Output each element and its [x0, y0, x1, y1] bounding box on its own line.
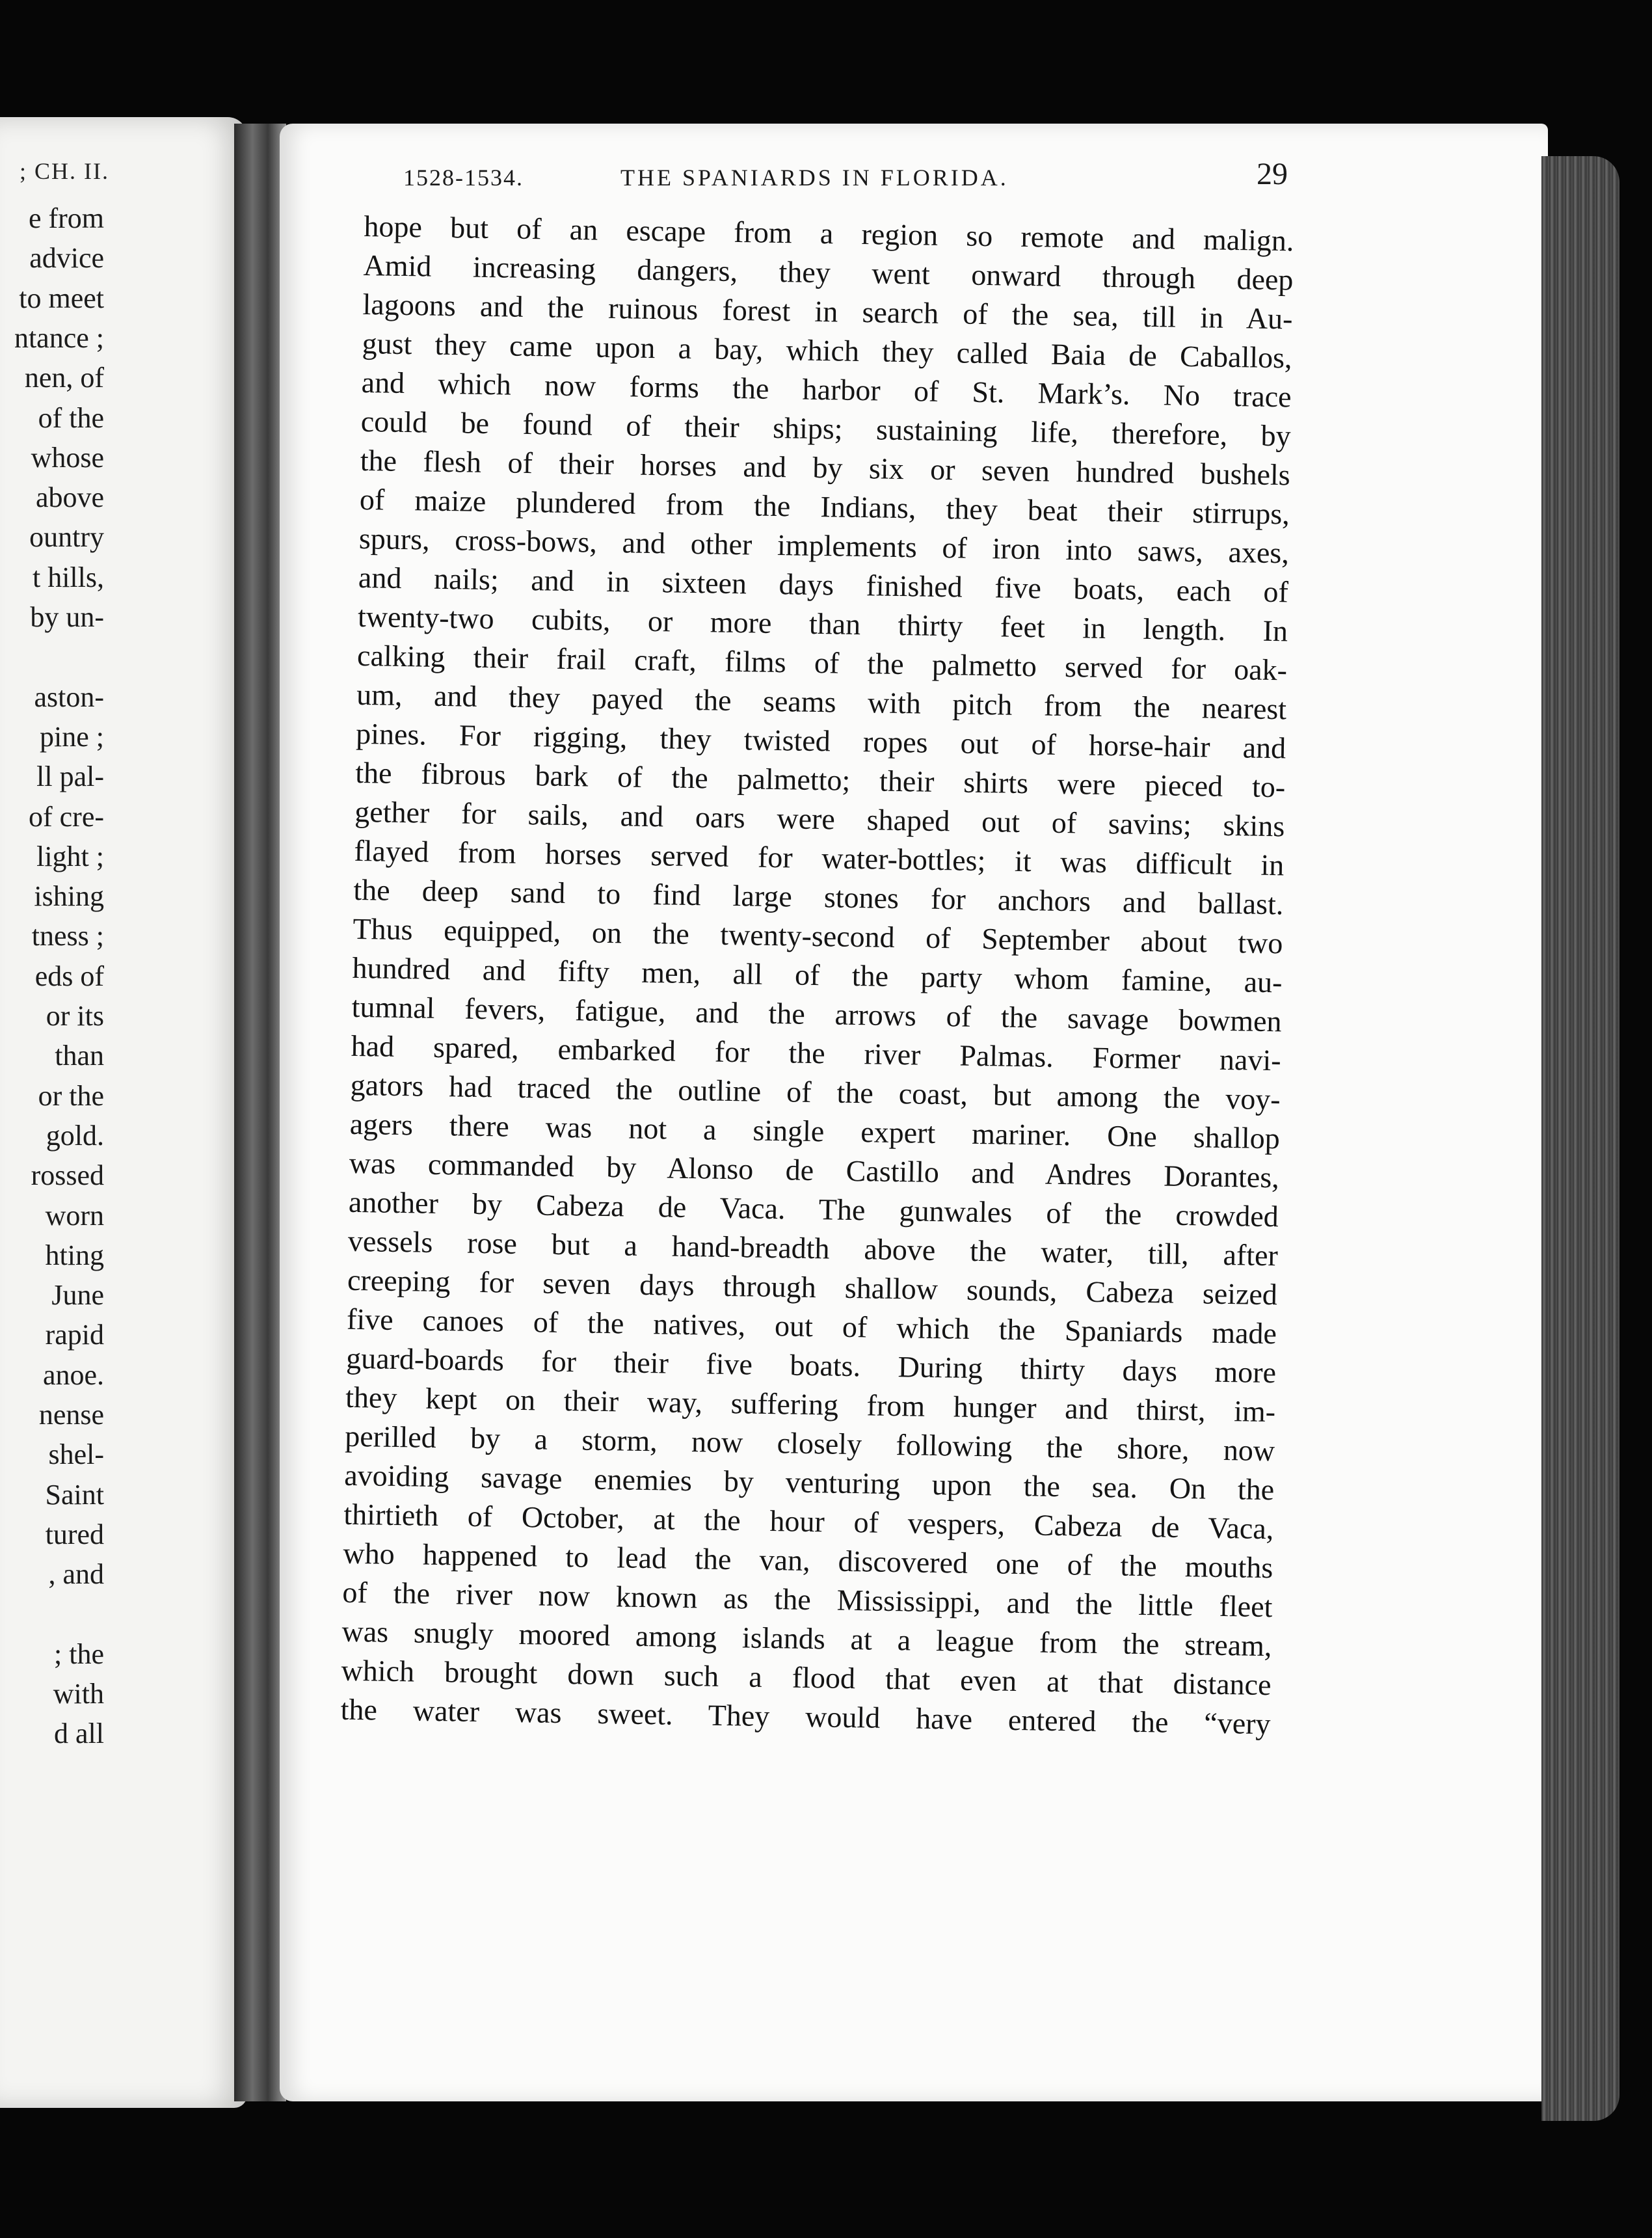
left-text-line: anoe. [42, 1358, 104, 1391]
running-title: THE SPANIARDS IN FLORIDA. [620, 165, 1009, 191]
text-line: Thus equipped, on the twenty-second of September about two [353, 911, 1283, 960]
left-text-line: above [35, 481, 104, 514]
text-line: the water was sweet. They would have entered the “very [340, 1692, 1271, 1741]
left-text-line: nense [38, 1399, 104, 1431]
left-text-line: rapid [45, 1319, 104, 1351]
left-text-line: of the [38, 401, 104, 434]
text-line: tumnal fevers, fatigue, and the arrows of the savage bowmen [351, 990, 1282, 1038]
text-line: hope but of an escape from a region so remote and malign. [364, 209, 1294, 258]
left-text-line: hting [45, 1239, 104, 1271]
page-number: 29 [1257, 157, 1288, 191]
text-line: thirtieth of October, at the hour of vespers, Cabeza de Vaca, [343, 1497, 1274, 1546]
text-line: gust they came upon a bay, which they called Baia de Caballos, [362, 326, 1292, 375]
text-line: another by Cabeza de Vaca. The gunwales of the crowded [348, 1185, 1279, 1234]
text-line: was commanded by Alonso de Castillo and Andres Dorantes, [349, 1146, 1280, 1194]
text-line: of the river now known as the Mississippi, and the little fleet [342, 1575, 1273, 1624]
text-line: calking their frail craft, films of the palmetto served for oak- [356, 638, 1288, 687]
left-text-line: nen, of [24, 362, 104, 394]
left-text-line: rossed [31, 1159, 104, 1192]
left-text-line: pine ; [40, 720, 104, 753]
left-text-line: whose [31, 441, 104, 474]
left-text-line: t hills, [32, 561, 104, 593]
text-line: and nails; and in sixteen days finished five boats, each of [358, 560, 1289, 609]
left-text-line: ountry [29, 521, 104, 554]
left-text-line: ntance ; [14, 321, 104, 354]
text-line: the deep sand to find large stones for anchors and ballast. [353, 872, 1284, 921]
text-line: avoiding savage enemies by venturing upon the sea. On the [343, 1458, 1275, 1507]
text-line: hundred and fifty men, all of the party whom famine, au- [352, 950, 1283, 999]
left-page [0, 117, 247, 2108]
header-years: 1528-1534. [403, 165, 524, 191]
text-line: which brought down such a flood that even at that distance [341, 1653, 1272, 1702]
left-running-header: ; CH. II. [20, 158, 109, 184]
text-line: could be found of their ships; sustaining life, therefore, by [360, 404, 1292, 453]
text-line: had spared, embarked for the river Palmas. Former navi- [351, 1029, 1281, 1077]
left-text-line: gold. [46, 1119, 104, 1152]
left-text-line: June [51, 1279, 104, 1312]
left-text-line: ; the [54, 1638, 104, 1670]
body-text [340, 207, 1294, 1744]
left-text-line: or its [46, 1000, 104, 1032]
text-line: creeping for seven days through shallow sounds, Cabeza seized [347, 1263, 1278, 1312]
left-text-line: d all [54, 1718, 104, 1750]
text-line: um, and they payed the seams with pitch from the nearest [356, 677, 1287, 726]
text-line: perilled by a storm, now closely following the shore, now [344, 1419, 1275, 1468]
left-text-line: shel- [48, 1438, 104, 1471]
text-line: spurs, cross-bows, and other implements of iron into saws, axes, [358, 521, 1290, 570]
text-line: the flesh of their horses and by six or seven hundred bushels [360, 443, 1291, 492]
text-line: was snugly moored among islands at a league from the stream, [341, 1614, 1272, 1663]
left-text-line: worn [45, 1199, 104, 1232]
text-line: gether for sails, and oars were shaped out of savins; skins [354, 794, 1285, 843]
text-line: guard-boards for their five boats. During thirty days more [345, 1341, 1277, 1390]
text-line: vessels rose but a hand-breadth above the water, till, after [347, 1224, 1279, 1273]
book-gutter [234, 124, 286, 2101]
left-text-line: advice [29, 242, 104, 275]
left-text-line: than [55, 1040, 104, 1072]
text-line: Amid increasing dangers, they went onward through deep [363, 248, 1294, 297]
left-text-line: light ; [36, 840, 104, 872]
text-line: five canoes of the natives, out of which the Spaniards made [346, 1302, 1277, 1351]
left-text-line: ll pal- [36, 761, 104, 793]
left-text-line: tured [45, 1518, 104, 1550]
left-text-line: Saint [45, 1478, 104, 1511]
left-text-line: or the [38, 1079, 104, 1112]
text-line: who happened to lead the van, discovered one of the mouths [343, 1536, 1273, 1585]
text-line: of maize plundered from the Indians, they beat their stirrups, [359, 482, 1290, 531]
left-text-line: eds of [34, 960, 104, 992]
text-line: lagoons and the ruinous forest in search of the sea, till in Au- [362, 287, 1293, 336]
left-text-line: with [53, 1678, 104, 1710]
left-text-line: by un- [30, 601, 104, 633]
text-line: twenty-two cubits, or more than thirty feet in length. In [357, 599, 1288, 648]
text-line: the fibrous bark of the palmetto; their shirts were pieced to- [354, 755, 1286, 804]
left-text-line: aston- [34, 681, 104, 713]
text-line: flayed from horses served for water-bottles; it was difficult in [354, 833, 1285, 882]
text-line: gators had traced the outline of the coast, but among the voy- [350, 1068, 1281, 1116]
left-text-line: ishing [34, 880, 104, 913]
left-text-line: , and [48, 1558, 104, 1591]
page-edges [1541, 156, 1619, 2121]
text-line: they kept on their way, suffering from hunger and thirst, im- [345, 1380, 1276, 1429]
text-line: agers there was not a single expert mariner. One shallop [349, 1107, 1281, 1155]
left-text-line: to meet [19, 282, 104, 314]
text-line: pines. For rigging, they twisted ropes out of horse-hair and [355, 716, 1286, 765]
left-text-line: e from [28, 202, 104, 234]
left-text-line: tness ; [31, 920, 104, 952]
left-text-line: of cre- [28, 800, 104, 833]
text-line: and which now forms the harbor of St. Mark’s. No trace [361, 365, 1292, 414]
